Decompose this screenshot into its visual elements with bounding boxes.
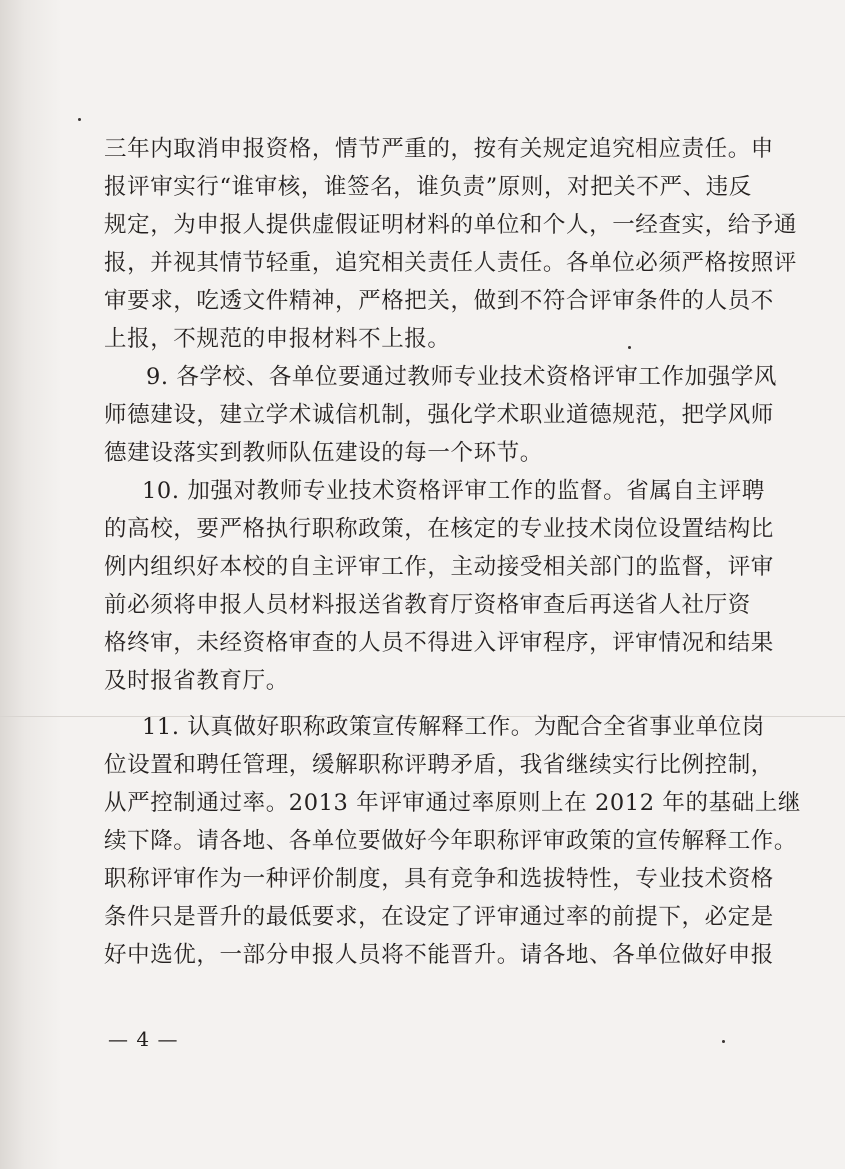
paragraph-continuation (104, 136, 798, 352)
text-line: 从严控制通过率。2013 年评审通过率原则上在 2012 年的基础上继 (104, 790, 801, 816)
text-line: 规定，为申报人提供虚假证明材料的单位和个人，一经查实，给予通 (104, 212, 798, 238)
scan-speck (722, 1040, 725, 1043)
text-line: 报评审实行“谁审核，谁签名，谁负责”原则，对把关不严、违反 (104, 174, 752, 200)
text-line: 条件只是晋升的最低要求，在设定了评审通过率的前提下，必定是 (104, 904, 774, 930)
text-line: 审要求，吃透文件精神，严格把关，做到不符合评审条件的人员不 (104, 288, 774, 314)
paragraph-item-11 (104, 714, 801, 968)
text-line: 11. 认真做好职称政策宣传解释工作。为配合全省事业单位岗 (142, 714, 765, 740)
text-line: 的高校，要严格执行职称政策，在核定的专业技术岗位设置结构比 (104, 516, 774, 542)
text-line: 职称评审作为一种评价制度，具有竞争和选拔特性，专业技术资格 (104, 866, 774, 892)
scan-speck (628, 346, 631, 349)
text-line: 位设置和聘任管理，缓解职称评聘矛盾，我省继续实行比例控制， (104, 752, 774, 778)
text-line: 前必须将申报人员材料报送省教育厅资格审查后再送省人社厅资 (104, 592, 751, 618)
text-line: 上报，不规范的申报材料不上报。 (104, 326, 451, 352)
text-line: 师德建设，建立学术诚信机制，强化学术职业道德规范，把学风师 (104, 402, 774, 428)
paragraph-item-9 (104, 364, 778, 466)
text-line: 例内组织好本校的自主评审工作，主动接受相关部门的监督，评审 (104, 554, 774, 580)
text-line: 报，并视其情节轻重，追究相关责任人责任。各单位必须严格按照评 (104, 250, 798, 276)
text-line: 10. 加强对教师专业技术资格评审工作的监督。省属自主评聘 (142, 478, 765, 504)
text-line: 续下降。请各地、各单位要做好今年职称评审政策的宣传解释工作。 (104, 828, 798, 854)
document-body (104, 136, 801, 982)
text-line: 德建设落实到教师队伍建设的每一个环节。 (104, 440, 543, 466)
text-line: 格终审，未经资格审查的人员不得进入评审程序，评审情况和结果 (104, 630, 774, 656)
page-number: — 4 — (108, 1027, 179, 1051)
text-line: 三年内取消申报资格，情节严重的，按有关规定追究相应责任。申 (104, 136, 774, 162)
paragraph-item-10 (104, 478, 774, 694)
scan-speck (78, 118, 81, 121)
text-line: 好中选优，一部分申报人员将不能晋升。请各地、各单位做好申报 (104, 942, 774, 968)
text-line: 及时报省教育厅。 (104, 668, 289, 694)
text-line: 9. 各学校、各单位要通过教师专业技术资格评审工作加强学风 (146, 364, 778, 390)
scan-edge-shadow (0, 0, 62, 1169)
